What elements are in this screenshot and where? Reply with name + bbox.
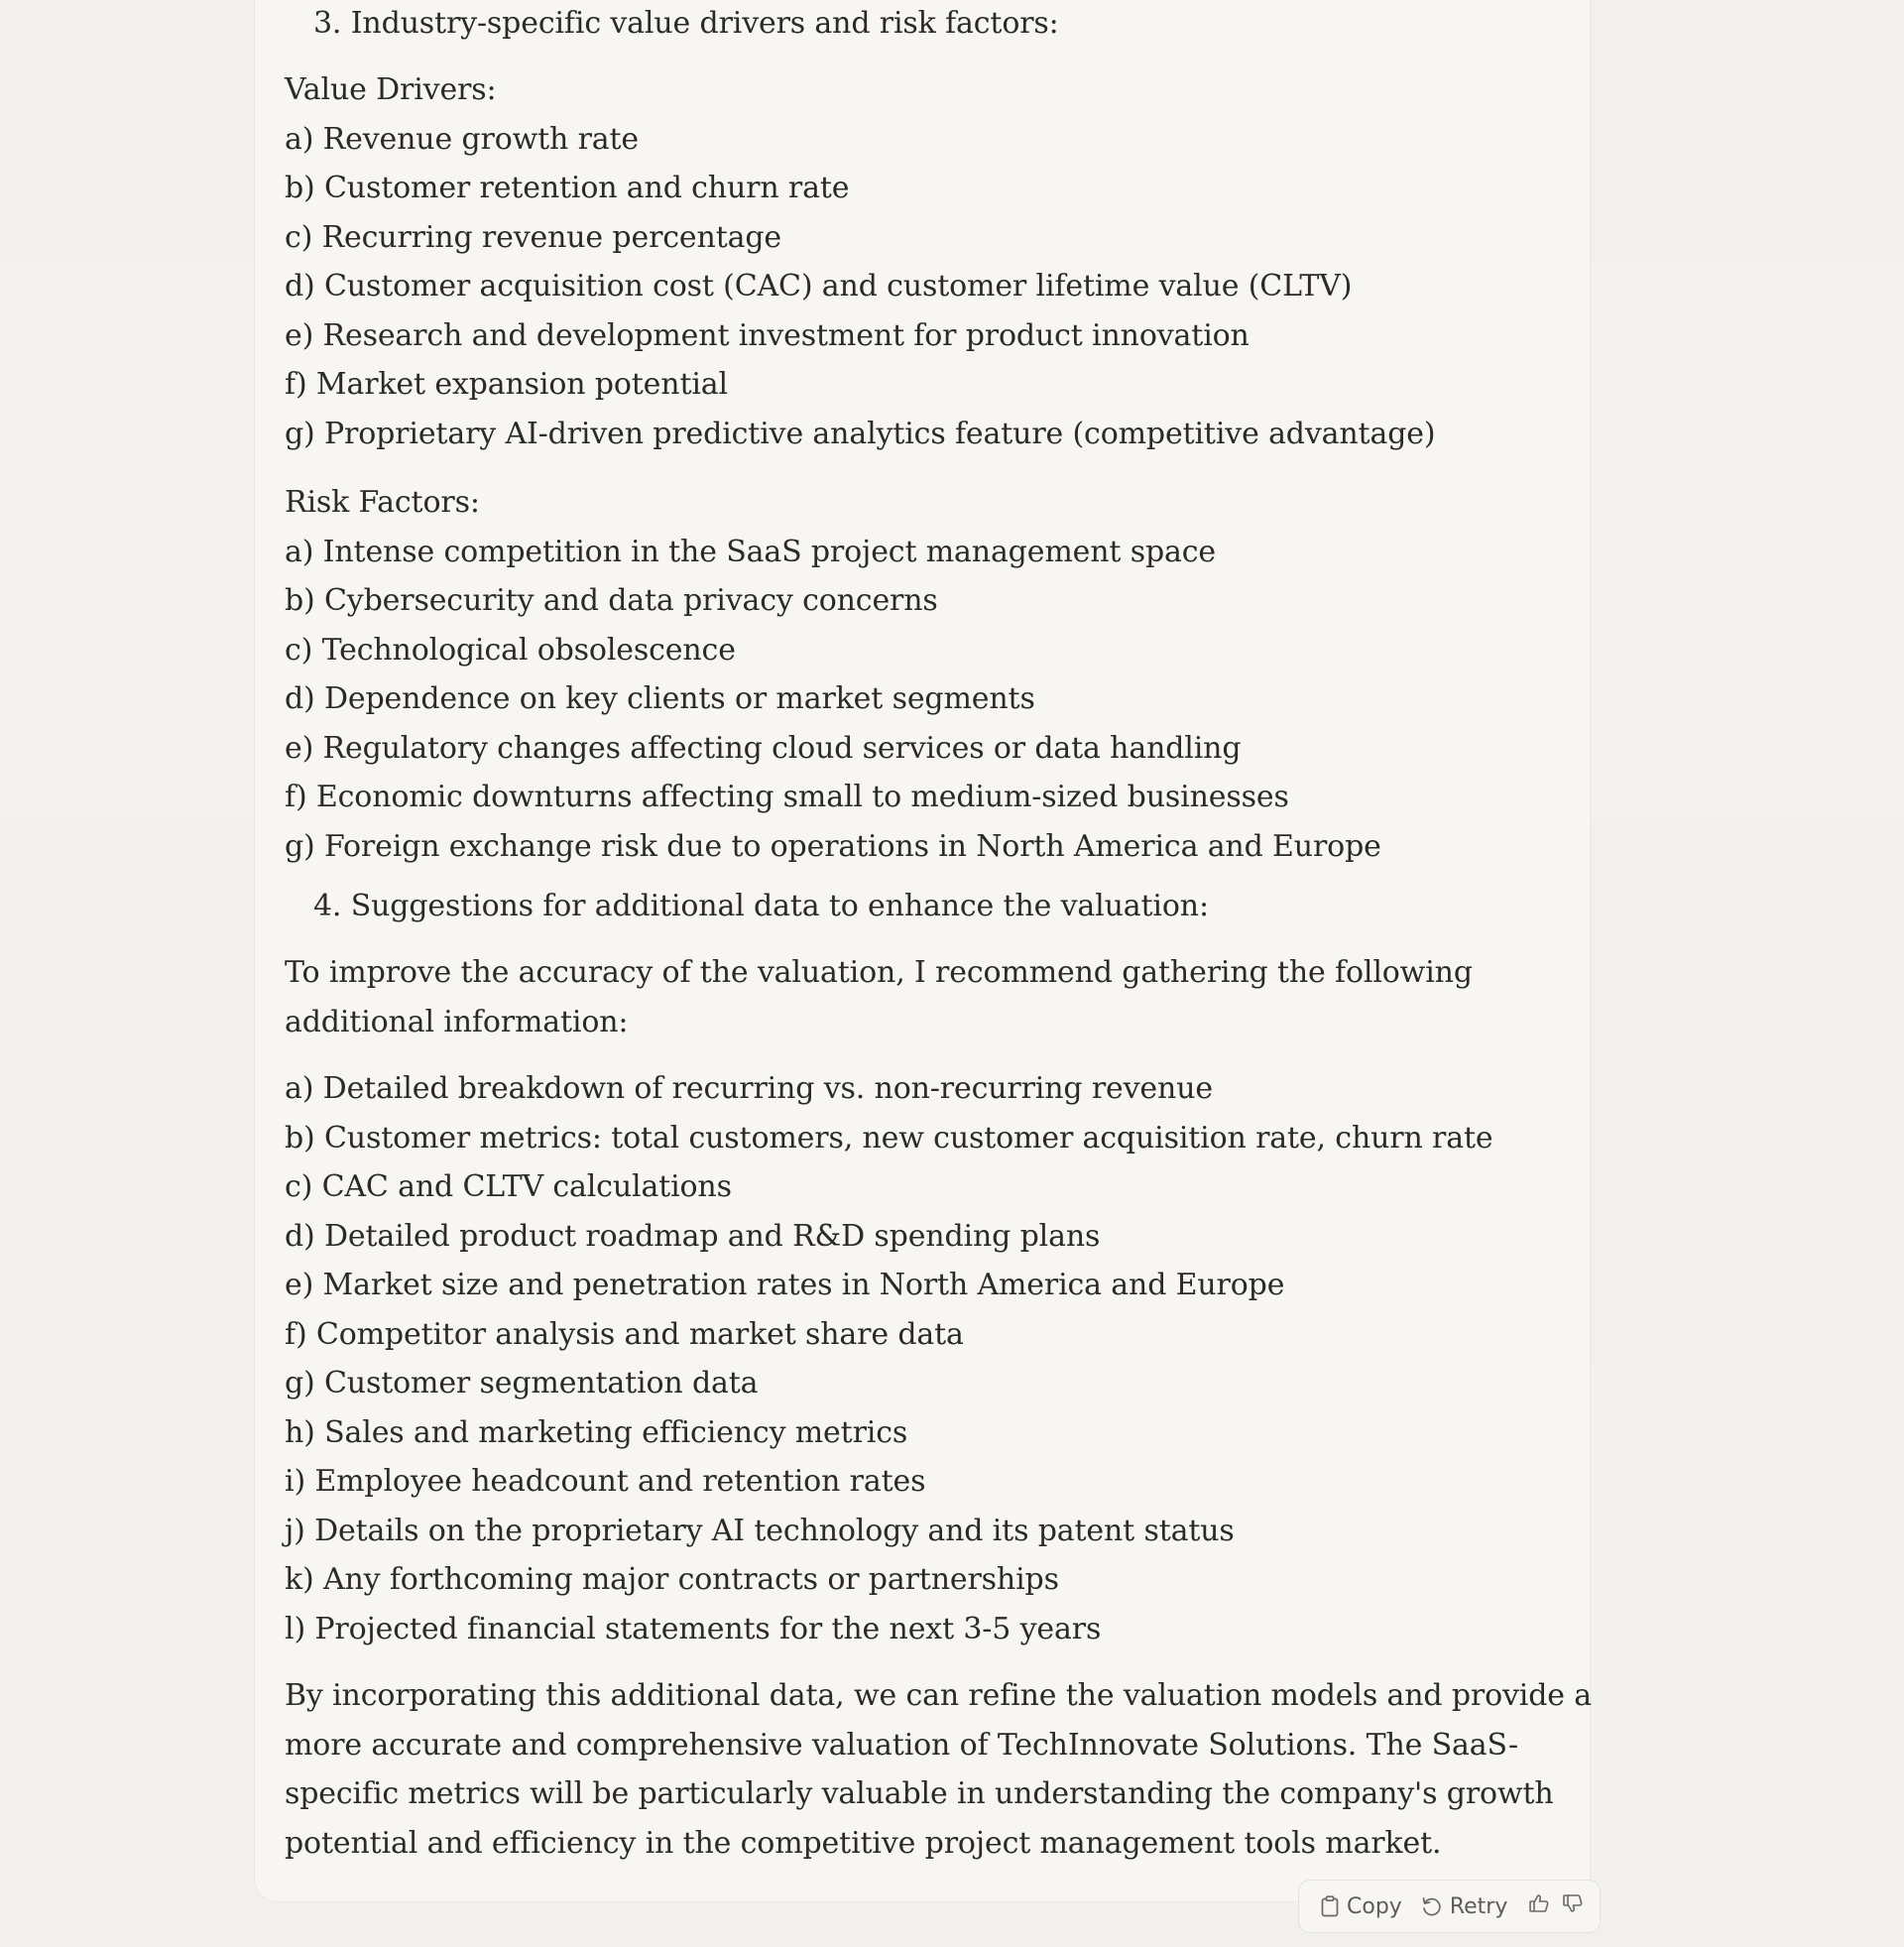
list-item: g) Foreign exchange risk due to operations in North America and Europe [285, 828, 1381, 864]
list-item: a) Intense competition in the SaaS project management space [285, 534, 1216, 569]
clipboard-icon [1321, 1895, 1339, 1917]
message-content [285, 0, 1593, 1868]
retry-label: Retry [1449, 1893, 1508, 1919]
paragraph-line: specific metrics will be particularly valuable in understanding the company's growth [285, 1776, 1554, 1811]
closing-paragraph [285, 1671, 1593, 1868]
list-item: c) Recurring revenue percentage [285, 219, 781, 255]
list-item: h) Sales and marketing efficiency metrics [285, 1414, 908, 1450]
paragraph-line: more accurate and comprehensive valuation of TechInnovate Solutions. The SaaS- [285, 1727, 1518, 1763]
list-item: a) Detailed breakdown of recurring vs. non-recurring revenue [285, 1071, 1213, 1106]
list-item: b) Cybersecurity and data privacy concerns [285, 583, 938, 618]
intro-line: additional information: [285, 1004, 629, 1039]
retry-button[interactable] [1414, 1886, 1514, 1926]
intro-line: To improve the accuracy of the valuation, I recommend gathering the following [285, 955, 1473, 990]
retry-icon [1420, 1895, 1442, 1917]
list-item: c) CAC and CLTV calculations [285, 1169, 732, 1204]
risk-factors-list [285, 528, 1534, 872]
thumbs-down-icon [1562, 1892, 1584, 1920]
list-item: k) Any forthcoming major contracts or partnerships [285, 1562, 1059, 1597]
list-item: g) Customer segmentation data [285, 1366, 759, 1400]
list-item: d) Detailed product roadmap and R&D spending plans [285, 1218, 1101, 1254]
list-item: f) Economic downturns affecting small to medium-sized businesses [285, 780, 1289, 814]
value-drivers-title: Value Drivers: [285, 72, 497, 107]
list-item: b) Customer metrics: total customers, new customer acquisition rate, churn rate [285, 1120, 1493, 1156]
message-action-bar [1298, 1880, 1601, 1933]
section-4-heading: 4. Suggestions for additional data to enhance the valuation: [313, 889, 1209, 923]
list-item: f) Competitor analysis and market share data [285, 1316, 964, 1352]
section-4-intro [285, 948, 1534, 1046]
thumbs-up-button[interactable] [1521, 1886, 1555, 1926]
list-item: f) Market expansion potential [285, 367, 728, 402]
list-item: e) Market size and penetration rates in North America and Europe [285, 1268, 1285, 1302]
additional-data-list [285, 1064, 1534, 1653]
thumbs-down-button[interactable] [1556, 1886, 1590, 1926]
value-drivers-list [285, 115, 1534, 459]
list-item: d) Customer acquisition cost (CAC) and customer lifetime value (CLTV) [285, 269, 1353, 304]
paragraph-line: By incorporating this additional data, we can refine the valuation models and provide a [285, 1678, 1593, 1713]
list-item: a) Revenue growth rate [285, 121, 640, 157]
list-item: g) Proprietary AI-driven predictive analytics feature (competitive advantage) [285, 416, 1436, 451]
list-item: l) Projected financial statements for the next 3-5 years [285, 1611, 1102, 1646]
list-item: i) Employee headcount and retention rates [285, 1464, 926, 1499]
assistant-message [254, 0, 1591, 1902]
list-item: d) Dependence on key clients or market segments [285, 681, 1035, 716]
copy-label: Copy [1347, 1893, 1402, 1919]
list-item: c) Technological obsolescence [285, 632, 736, 668]
list-item: e) Research and development investment for product innovation [285, 317, 1250, 353]
list-item: e) Regulatory changes affecting cloud services or data handling [285, 730, 1242, 766]
list-item: j) Details on the proprietary AI technology and its patent status [285, 1513, 1235, 1548]
thumbs-up-icon [1528, 1892, 1550, 1920]
copy-button[interactable] [1315, 1886, 1408, 1926]
section-3-heading: 3. Industry-specific value drivers and risk factors: [313, 6, 1059, 41]
list-item: b) Customer retention and churn rate [285, 171, 850, 205]
paragraph-line: potential and efficiency in the competitive project management tools market. [285, 1825, 1442, 1861]
risk-factors-title: Risk Factors: [285, 485, 480, 520]
